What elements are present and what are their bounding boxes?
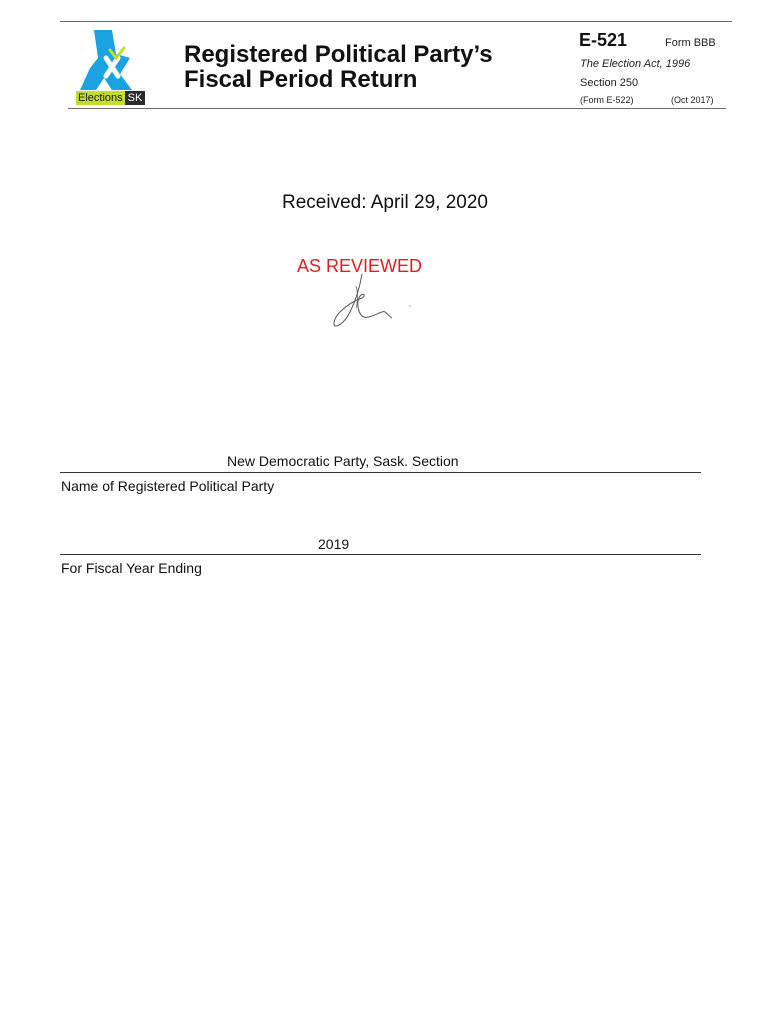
- fiscal-year-underline: [60, 554, 701, 555]
- logo-wordmark: [76, 91, 145, 105]
- received-label: Received:: [282, 192, 367, 213]
- party-name-underline: [60, 472, 701, 473]
- form-date: (Oct 2017): [671, 95, 714, 105]
- logo-elections-text: Elections: [78, 92, 123, 104]
- header-rule: [68, 108, 726, 109]
- form-reference: (Form E-522): [580, 95, 634, 105]
- signature-image: [326, 272, 416, 334]
- reviewed-stamp: AS REVIEWED: [297, 256, 423, 276]
- section-reference: Section 250: [580, 77, 639, 89]
- form-title-line1: Registered Political Party’s: [184, 41, 493, 68]
- fiscal-year-label: For Fiscal Year Ending: [61, 560, 202, 576]
- form-title: [184, 42, 493, 92]
- form-code: E-521: [579, 30, 628, 50]
- act-reference: The Election Act, 1996: [580, 58, 691, 70]
- party-name-value: New Democratic Party, Sask. Section: [227, 453, 459, 469]
- fiscal-year-value: 2019: [318, 536, 350, 552]
- party-name-label: Name of Registered Political Party: [61, 478, 275, 494]
- received-date: April 29, 2020: [370, 192, 488, 213]
- received-line: [282, 192, 488, 214]
- logo-sk-text: SK: [125, 91, 146, 105]
- form-bbb: Form BBB: [665, 37, 716, 49]
- top-rule: [60, 21, 732, 22]
- form-title-line2: Fiscal Period Return: [184, 66, 418, 93]
